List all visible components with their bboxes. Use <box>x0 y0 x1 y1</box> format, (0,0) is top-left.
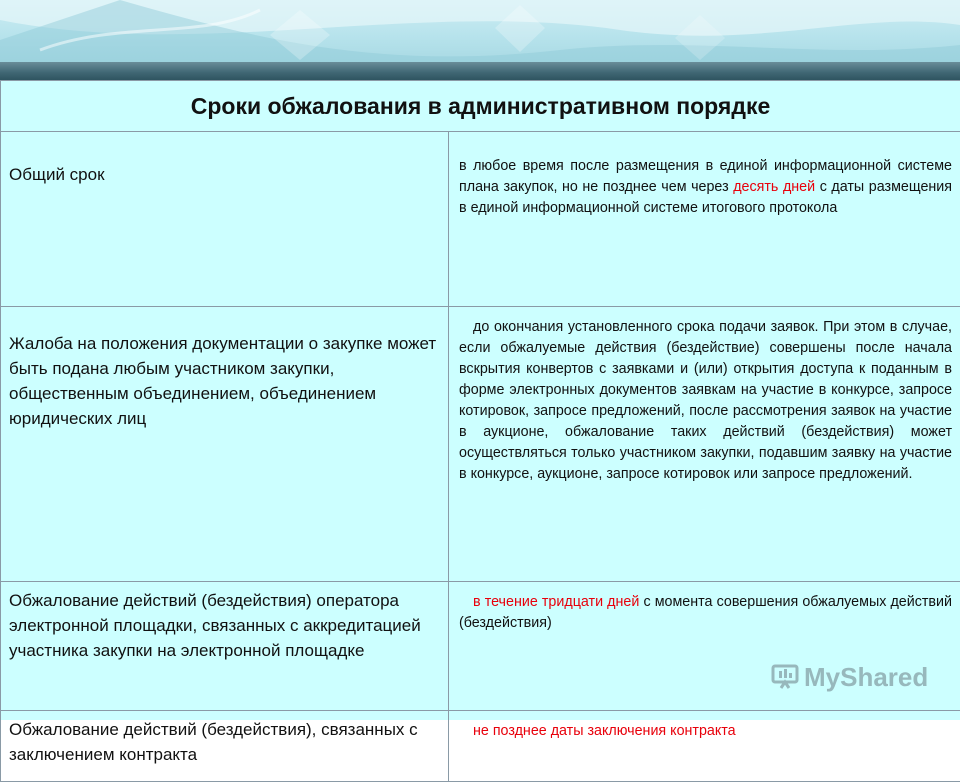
row-label: Обжалование действий (бездействия) оператора электронной площадки, связанных с аккредитацией участника закупки на электронной площадке <box>1 582 449 711</box>
row-label: Общий срок <box>1 132 449 307</box>
header-banner <box>0 0 960 80</box>
presentation-icon <box>770 662 800 692</box>
term-text: в любое время после размещения в единой информационной системе плана закупок, но не позднее чем через <box>459 158 952 195</box>
row-label: Обжалование действий (бездействия), связанных с заключением контракта <box>1 711 449 782</box>
row-term <box>449 307 960 582</box>
term-highlight: в течение тридцати дней <box>473 594 639 610</box>
page-title: Сроки обжалования в административном порядке <box>1 81 960 132</box>
term-text: до окончания установленного срока подачи заявок. При этом в случае, если обжалуемые действия (бездействие) совершены после начала вскрытия конвертов с заявками и (или) открытия доступа к поданным в форме электронных документов заявкам на участие в конкурсе, запросе котировок, запросе предложений, после рассмотрения заявок на участие в аукционе, обжалование таких действий (бездействия) может осуществляться только участником закупки, подавшим заявку на участие в конкурсе, аукционе, запросе котировок или запросе предложений. <box>459 319 952 482</box>
term-text: с даты размещения в единой информационной системе итогового протокола <box>459 179 952 216</box>
table-row <box>1 132 960 307</box>
term-text: с момента совершения обжалуемых действий (бездействия) <box>459 594 952 631</box>
term-highlight: десять дней <box>733 179 815 195</box>
row-term <box>449 711 960 782</box>
row-label: Жалоба на положения документации о закупке может быть подана любым участником закупки, общественным объединением, объединением юридических лиц <box>1 307 449 582</box>
table-row <box>1 307 960 582</box>
row-term <box>449 132 960 307</box>
term-highlight: не позднее даты заключения контракта <box>473 723 736 739</box>
table-row <box>1 711 960 782</box>
banner-stripe <box>0 62 960 80</box>
appeal-terms-table-container <box>0 80 960 720</box>
watermark <box>770 660 928 694</box>
watermark-text: MyShared <box>804 662 928 693</box>
